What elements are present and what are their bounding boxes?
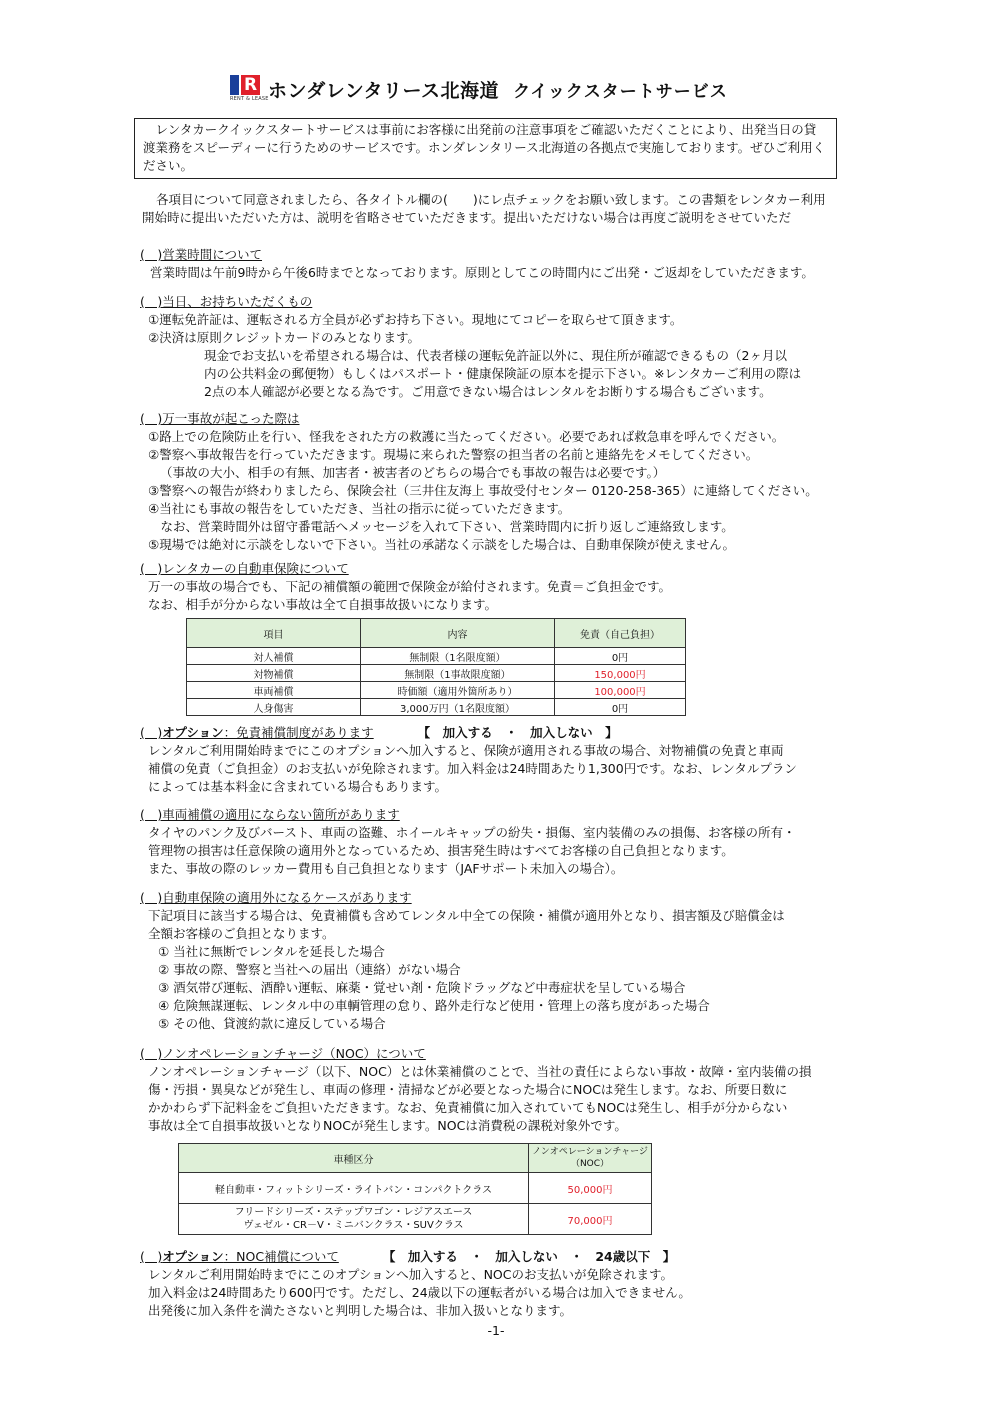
document-header xyxy=(230,74,728,104)
option-choice: 【 加入する ・ 加入しない ・ 24歳以下 】 xyxy=(382,1249,676,1264)
section-noc: ( )ノンオペレーションチャージ（NOC）について ノンオペレーションチャージ（以下、NOC）とは休業補償のことで、当社の責任によらない事故・故障・室内装備の損 傷・汚損・異臭などが発生し、車両の修理・清掃などが必要となった場合にNOCは発生します。なお、所要日数に かかわらず下記料金をご負担いただきます。なお、免責補償に加入されていてもNOCは発生し、相手が分からない 事故は全て自損事故扱いとなりNOCが発生します。NOCは消費税の課税対象外です。 xyxy=(140,1045,860,1135)
table-header-row: 項目 内容 免責（自己負担） xyxy=(187,619,686,648)
insurance-table xyxy=(186,618,686,716)
section-title: ( )万一事故が起こった際は xyxy=(140,411,300,426)
section-option-noc: ( )オプション：NOC補償について 【 加入する ・ 加入しない ・ 24歳以下 】 レンタルご利用開始時までにこのオプションへ加入すると、NOCのお支払いが免除されます。 加入料金は24時間あたり600円です。ただし、24歳以下の運転者がいる場合は加入できません。 出発後に加入条件を満たさないと判明した場合は、非加入扱いとなります。 xyxy=(140,1249,691,1318)
section-business-hours: ( )営業時間について 営業時間は午前9時から午後6時までとなっております。原則としてこの時間内にご出発・ご返却をしていただきます。 xyxy=(140,246,860,282)
service-name: クイックスタートサービス xyxy=(513,81,728,102)
noc-table xyxy=(178,1143,652,1235)
page-number: -1- xyxy=(487,1323,505,1338)
section-title: ( )当日、お持ちいただくもの xyxy=(140,294,313,309)
section-insurance: ( )レンタカーの自動車保険について 万一の事故の場合でも、下記の補償額の範囲で保険金が給付されます。免責＝ご負担金です。 なお、相手が分からない事故は全て自損事故扱いになります。 xyxy=(140,560,860,614)
option-choice: 【 加入する ・ 加入しない 】 xyxy=(417,725,618,740)
section-title: ( )ノンオペレーションチャージ（NOC）について xyxy=(140,1046,426,1061)
table-row: 車両補償 時価額（適用外箇所あり） 100,000円 xyxy=(187,682,686,699)
intro-text: レンタカークイックスタートサービスは事前にお客様に出発前の注意事項をご確認いただくことにより、出発当日の貸渡業務をスピーディーに行うためのサービスです。ホンダレンタリース北海道の各拠点で実施しております。ぜひご利用ください。 xyxy=(143,122,826,173)
instruction: 各項目について同意されましたら、各タイトル欄の( )にレ点チェックをお願い致します。この書類をレンタカー利用 開始時に提出いただいた方は、説明を省略させていただきます。提出いただけない場合は再度ご説明をさせていただ xyxy=(142,192,826,225)
section-title: ( )車両補償の適用にならない箇所があります xyxy=(140,807,400,822)
section-option-deductible: ( )オプション：免責補償制度があります 【 加入する ・ 加入しない 】 レンタルご利用開始時までにこのオプションへ加入すると、保険が適用される事故の場合、対物補償の免責と車両 補償の免責（ご負担金）のお支払いが免除されます。加入料金は24時間あたり1,300円です。なお、レンタルプラン によっては基本料金に含まれている場合もあります。 xyxy=(140,725,797,794)
table-row: 人身傷害 3,000万円（1名限度額） 0円 xyxy=(187,699,686,716)
section-items-to-bring: ( )当日、お持ちいただくもの ①運転免許証は、運転される方全員が必ずお持ち下さい。現地にてコピーを取らせて頂きます。 ②決済は原則クレジットカードのみとなります。 現金でお支払いを希望される場合は、代表者様の運転免許証以外に、現住所が確認できるもの（2ヶ月以 内の公共料金の郵便物）もしくはパスポート・健康保険証の原本を提示下さい。※レンタカーご利用の際は 2点の本人確認が必要となる為です。ご用意できない場合はレンタルをお断りする場合もございます。 xyxy=(140,293,860,401)
section-insurance-exclusion: ( )自動車保険の適用外になるケースがあります 下記項目に該当する場合は、免責補償も含めてレンタル中全ての保険・補償が適用外となり、損害額及び賠償金は 全額お客様のご負担となります。 ① 当社に無断でレンタルを延長した場合 ② 事故の際、警察と当社への届出（連絡）がない場合 ③ 酒気帯び運転、酒酔い運転、麻薬・覚せい剤・危険ドラッグなど中毒症状を呈している場合 ④ 危険無謀運転、レンタル中の車輌管理の怠り、路外走行など使用・管理上の落ち度があった場合 ⑤ その他、貸渡約款に違反している場合 xyxy=(140,889,860,1033)
table-header-row: 車種区分 ノンオペレーションチャージ （NOC） xyxy=(179,1144,652,1173)
section-title: ( )自動車保険の適用外になるケースがあります xyxy=(140,890,412,905)
section-accident: ( )万一事故が起こった際は ①路上での危険防止を行い、怪我をされた方の救護に当たってください。必要であれば救急車を呼んでください。 ②警察へ事故報告を行っていただきます。現場に来られた警察の担当者の名前と連絡先をメモしてください。 （事故の大小、相手の有無、加害者・被害者のどちらの場合でも事故の報告は必要です。） ③警察への報告が終わりましたら、保険会社（三井住友海上 事故受付センター 0120-258-365）に連絡してください。 ④当社にも事故の報告をしていただき、当社の指示に従っていただきます。 なお、営業時間外は留守番電話へメッセージを入れて下さい、営業時間内に折り返しご連絡致します。 ⑤現場では絶対に示談をしないで下さい。当社の承諾なく示談をした場合は、自動車保険が使えません。 xyxy=(140,410,860,554)
section-title: ( )レンタカーの自動車保険について xyxy=(140,561,349,576)
section-title: ( )営業時間について xyxy=(140,247,263,262)
section-vehicle-exclusion: ( )車両補償の適用にならない箇所があります タイヤのパンク及びバースト、車両の盗難、ホイールキャップの紛失・損傷、室内装備のみの損傷、お客様の所有・ 管理物の損害は任意保険の適用外となっているため、損害発生時はすべてお客様の自己負担となります。 また、事故の際のレッカー費用も自己負担となります（JAFサポート未加入の場合）。 xyxy=(140,806,860,878)
table-row: フリードシリーズ・ステップワゴン・レジアスエース ヴェゼル・CR－V・ミニバンクラス・SUVクラス 70,000円 xyxy=(179,1204,652,1235)
table-row: 対物補償 無制限（1事故限度額） 150,000円 xyxy=(187,665,686,682)
brand-name: ホンダレンタリース北海道 xyxy=(268,79,500,102)
intro-box xyxy=(134,118,837,179)
honda-rentlease-logo: R RENT & LEASE xyxy=(230,75,269,102)
table-row: 対人補償 無制限（1名限度額） 0円 xyxy=(187,648,686,665)
table-row: 軽自動車・フィットシリーズ・ライトバン・コンパクトクラス 50,000円 xyxy=(179,1173,652,1204)
